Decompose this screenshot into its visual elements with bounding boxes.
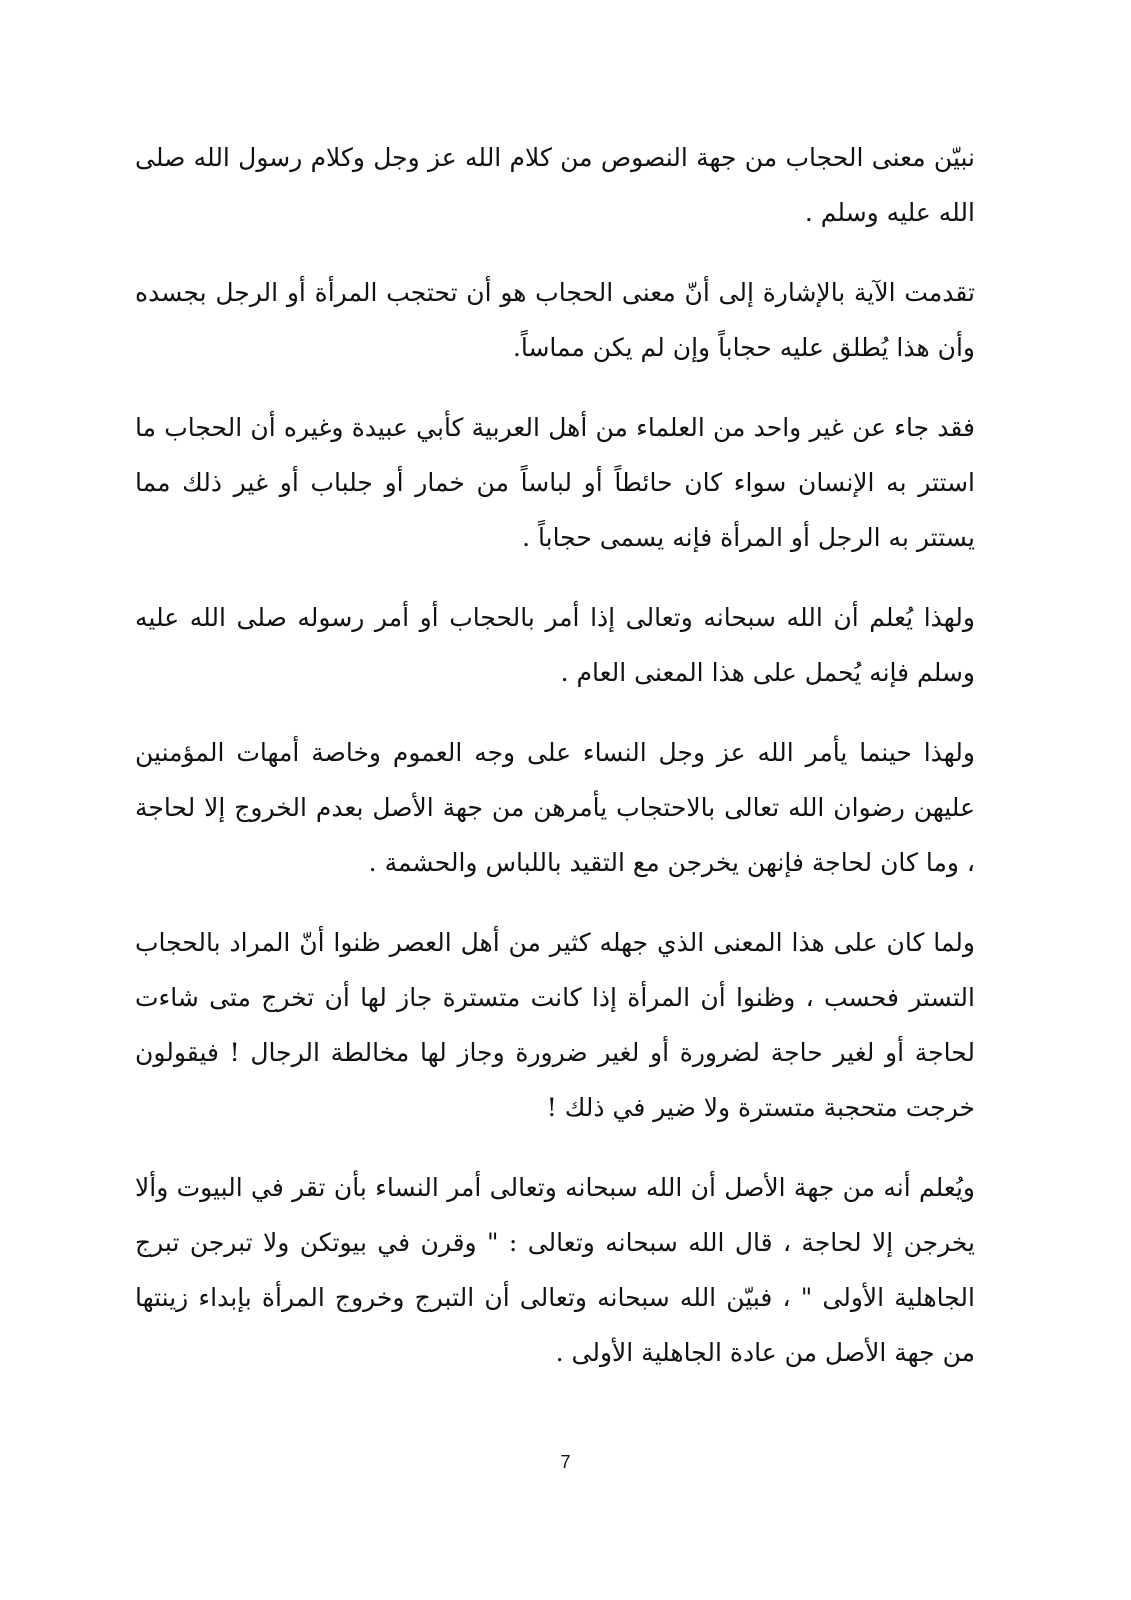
page-body bbox=[135, 130, 975, 1405]
paragraph-4: ولهذا يُعلم أن الله سبحانه وتعالى إذا أمر بالحجاب أو أمر رسوله صلى الله عليه وسلم فإنه يُحمل على هذا المعنى العام . bbox=[135, 603, 975, 687]
paragraph-5: ولهذا حينما يأمر الله عز وجل النساء على وجه العموم وخاصة أمهات المؤمنين عليهن رضوان الله تعالى بالاحتجاب يأمرهن من جهة الأصل بعدم الخروج إلا لحاجة ، وما كان لحاجة فإنهن يخرجن مع التقيد باللباس والحشمة . bbox=[135, 738, 975, 877]
page-number: 7 bbox=[560, 1452, 571, 1472]
paragraph-2: تقدمت الآية بالإشارة إلى أنّ معنى الحجاب هو أن تحتجب المرأة أو الرجل بجسده وأن هذا يُطلق عليه حجاباً وإن لم يكن مماساً. bbox=[135, 278, 975, 362]
paragraph-1: نبيّن معنى الحجاب من جهة النصوص من كلام الله عز وجل وكلام رسول الله صلى الله عليه وسلم . bbox=[135, 143, 975, 227]
paragraph-6: ولما كان على هذا المعنى الذي جهله كثير من أهل العصر ظنوا أنّ المراد بالحجاب التستر فحسب ، وظنوا أن المرأة إذا كانت متسترة جاز لها أن تخرج متى شاءت لحاجة أو لغير حاجة لضرورة أو لغير ضرورة وجاز لها مخالطة الرجال ! فيقولون خرجت متحجبة متسترة ولا ضير في ذلك ! bbox=[135, 928, 975, 1122]
paragraph-7: ويُعلم أنه من جهة الأصل أن الله سبحانه وتعالى أمر النساء بأن تقر في البيوت وألا يخرجن إلا لحاجة ، قال الله سبحانه وتعالى : " وقرن في بيوتكن ولا تبرجن تبرج الجاهلية الأولى " ، فبيّن الله سبحانه وتعالى أن التبرج وخروج المرأة بإبداء زينتها من جهة الأصل من عادة الجاهلية الأولى . bbox=[135, 1173, 975, 1367]
paragraph-3: فقد جاء عن غير واحد من العلماء من أهل العربية كأبي عبيدة وغيره أن الحجاب ما استتر به الإنسان سواء كان حائطاً أو لباساً من خمار أو جلباب أو غير ذلك مما يستتر به الرجل أو المرأة فإنه يسمى حجاباً . bbox=[135, 413, 975, 552]
